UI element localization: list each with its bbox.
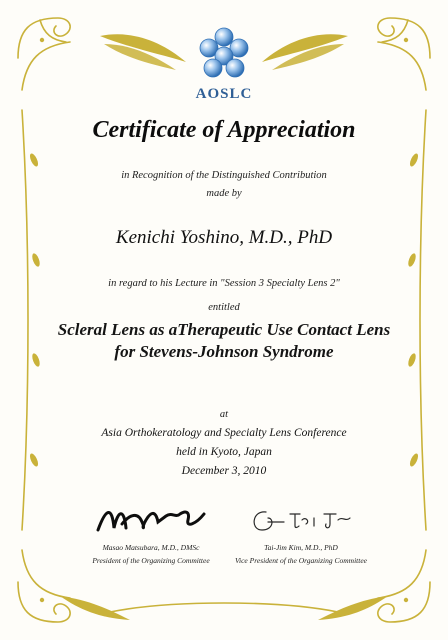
recognition-line: in Recognition of the Distinguished Contribution [121, 170, 327, 181]
at-line: at [219, 409, 229, 420]
recipient-name: Kenichi Yoshino, M.D., PhD [115, 227, 333, 248]
aoslc-circles-logo-icon [194, 26, 254, 86]
org-acronym: AOSLC [195, 86, 253, 102]
conference-name: Asia Orthokeratology and Specialty Lens Conference [101, 427, 347, 439]
entitled-line: entitled [208, 302, 240, 313]
location-line: held in Kyoto, Japan [176, 446, 272, 458]
signature-left [92, 500, 212, 536]
made-by-line: made by [206, 188, 242, 199]
signer-1-name: Masao Matsubara, M.D., DMSc [102, 543, 200, 552]
lecture-line: in regard to his Lecture in "Session 3 Specialty Lens 2" [108, 278, 340, 289]
signer-1-role: President of the Organizing Committee [92, 556, 210, 565]
date-line: December 3, 2010 [181, 465, 267, 477]
lecture-title-line-1: Scleral Lens as aTherapeutic Use Contact Lens [57, 320, 391, 339]
signature-right [244, 502, 356, 536]
signer-2-name: Tai-Jim Kim, M.D., PhD [264, 543, 338, 552]
certificate-title: Certificate of Appreciation [92, 117, 356, 143]
signer-2-role: Vice President of the Organizing Committee [235, 556, 367, 565]
lecture-title-line-2: for Stevens-Johnson Syndrome [114, 342, 334, 361]
